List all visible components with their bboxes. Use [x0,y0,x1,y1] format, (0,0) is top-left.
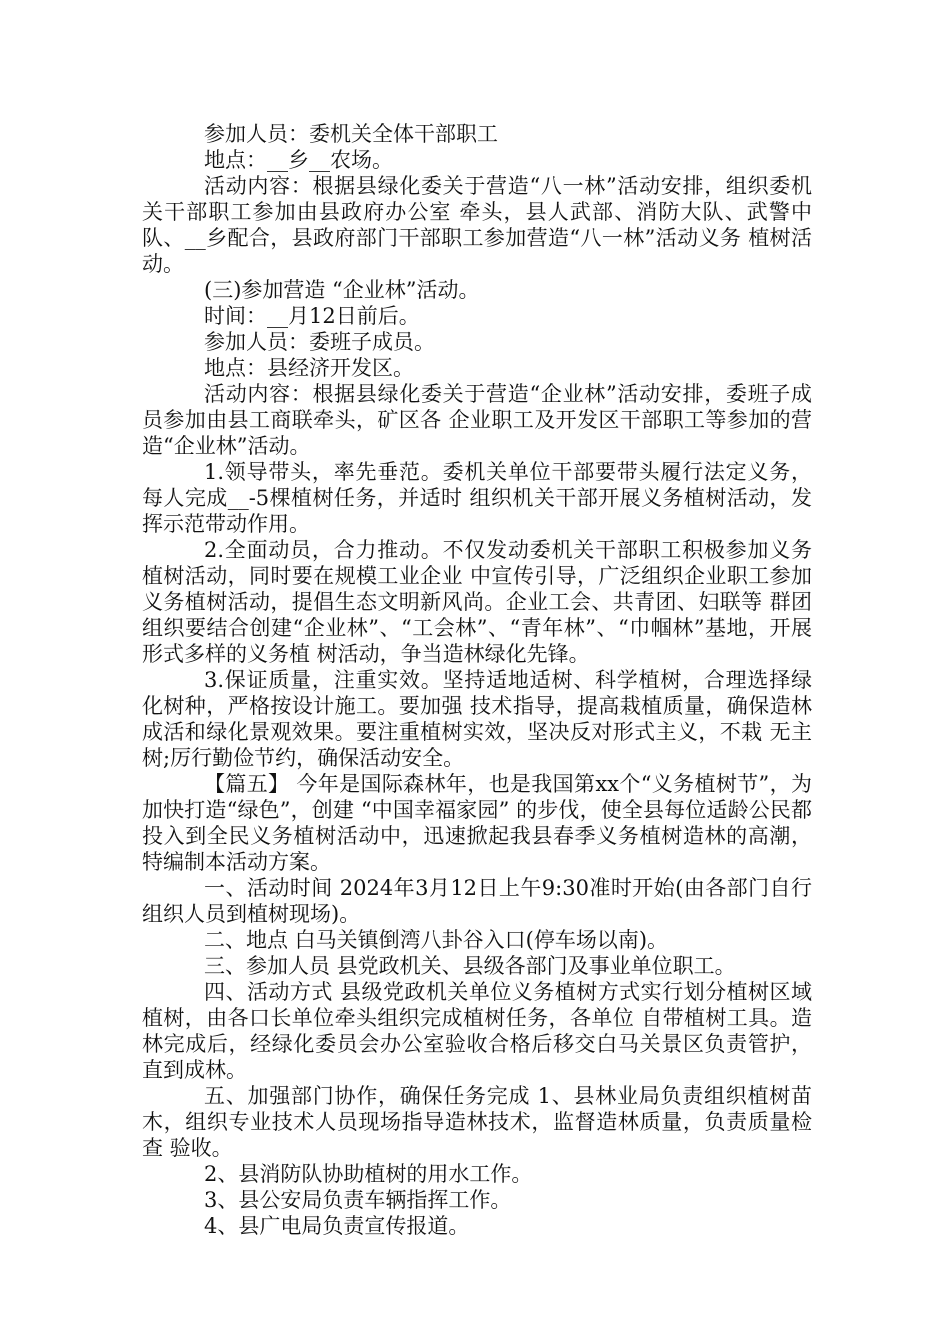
paragraph-activity-content-2: 活动内容：根据县绿化委关于营造“企业林”活动安排，委班子成员参加由县工商联牵头，矿区各 企业职工及开发区干部职工等参加的营造“企业林”活动。 [142,382,812,458]
paragraph-activity-time: 一、活动时间 2024年3月12日上午9:30准时开始(由各部门自行组织人员到植树现场)。 [142,876,812,926]
paragraph-section-three-heading: (三)参加营造 “企业林”活动。 [204,278,480,302]
paragraph-site: 二、地点 白马关镇倒湾八卦谷入口(停车场以南)。 [204,928,669,952]
paragraph-coordination: 五、加强部门协作，确保任务完成 1、县林业局负责组织植树苗木，组织专业技术人员现场指导造林技术，监督造林质量，负责质量检查 验收。 [142,1084,812,1160]
paragraph-broadcast: 4、县广电局负责宣传报道。 [204,1214,470,1238]
paragraph-item-1: 1.领导带头，率先垂范。委机关单位干部要带头履行法定义务，每人完成__-5棵植树任务，并适时 组织机关干部开展义务植树活动，发挥示范带动作用。 [142,460,812,536]
paragraph-location-2: 地点：县经济开发区。 [204,356,414,380]
paragraph-location: 地点：__乡__农场。 [204,148,393,172]
paragraph-participants-3: 三、参加人员 县党政机关、县级各部门及事业单位职工。 [204,954,736,978]
paragraph-item-2: 2.全面动员，合力推动。不仅发动委机关干部职工积极参加义务植树活动，同时要在规模工业企业 中宣传引导，广泛组织企业职工参加义务植树活动，提倡生态文明新风尚。企业工会、共青团、妇联等 群团组织要结合创建“企业林”、“工会林”、“青年林”、“巾帼林”基地，开展形式多样的义务植 树活动，争当造林绿化先锋。 [142,538,812,666]
paragraph-time: 时间：__月12日前后。 [204,304,420,328]
paragraph-part-five-intro: 【篇五】 今年是国际森林年，也是我国第xx个“义务植树节”，为加快打造“绿色”，创建 “中国幸福家园” 的步伐，使全县每位适龄公民都投入到全民义务植树活动中，迅速掀起我县春季义务植树造林的高潮， 特编制本活动方案。 [142,772,819,874]
paragraph-item-3: 3.保证质量，注重实效。坚持适地适树、科学植树，合理选择绿化树种，严格按设计施工。要加强 技术指导，提高栽植质量，确保造林成活和绿化景观效果。要注重植树实效，坚决反对形式主义，不栽 无主树;厉行勤俭节约，确保活动安全。 [142,668,812,770]
paragraph-participants: 参加人员：委机关全体干部职工 [204,122,498,146]
paragraph-fire-brigade: 2、县消防队协助植树的用水工作。 [204,1162,533,1186]
paragraph-activity-content: 活动内容：根据县绿化委关于营造“八一林”活动安排，组织委机关干部职工参加由县政府办公室 牵头，县人武部、消防大队、武警中队、__乡配合，县政府部门干部职工参加营造“八一林”活动义务 植树活动。 [142,174,812,276]
paragraph-police: 3、县公安局负责车辆指挥工作。 [204,1188,512,1212]
paragraph-participants-2: 参加人员：委班子成员。 [204,330,435,354]
paragraph-activity-method: 四、活动方式 县级党政机关单位义务植树方式实行划分植树区域植树，由各口长单位牵头组织完成植树任务，各单位 自带植树工具。造林完成后，经绿化委员会办公室验收合格后移交白马关景区负责管护，直到成林。 [142,980,812,1082]
document-body [142,121,819,1239]
